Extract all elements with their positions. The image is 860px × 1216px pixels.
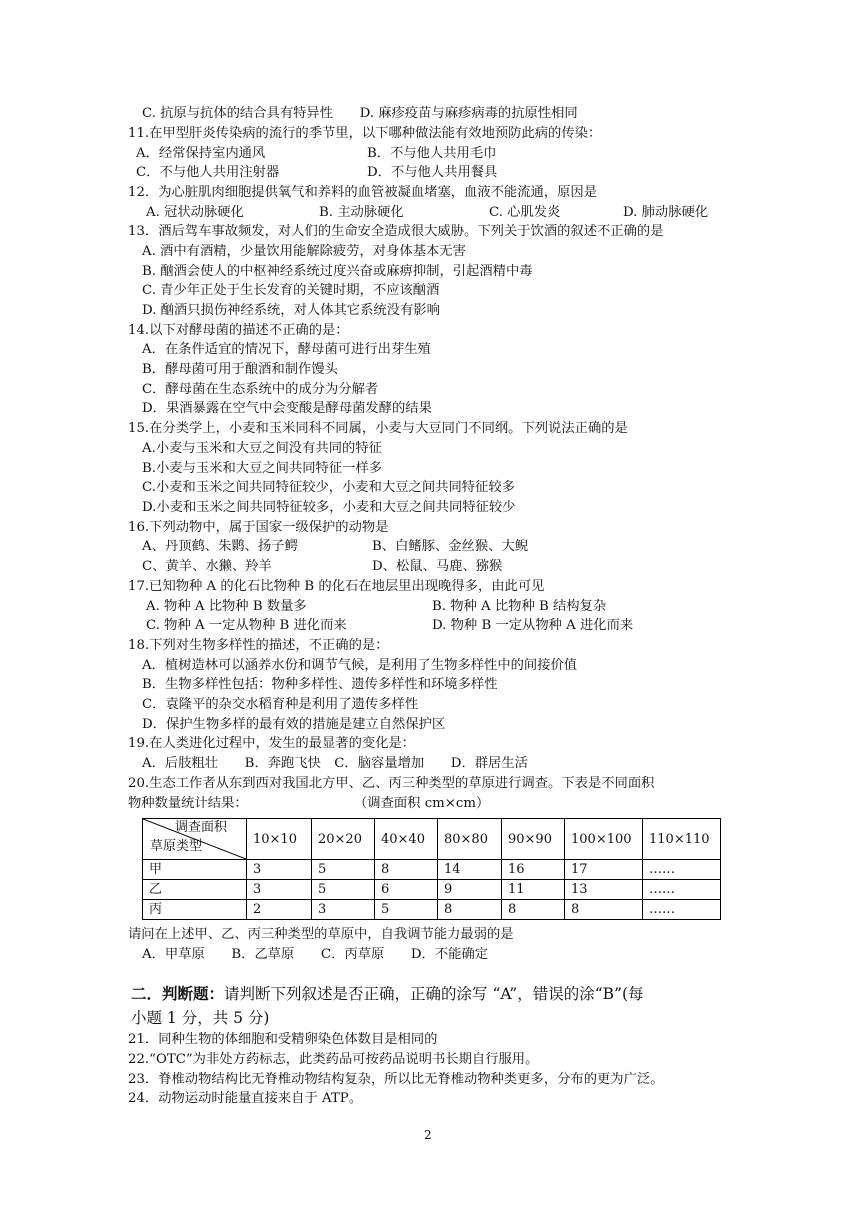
table-cell: 14 — [438, 860, 502, 880]
table-cell: 9 — [438, 880, 502, 900]
q12-option-a: A. 冠状动脉硬化 — [146, 205, 244, 220]
table-cell: …… — [643, 880, 721, 900]
q15-option-d: D.小麦和玉米之间共同特征较多，小麦和大豆之间共同特征较少 — [142, 500, 516, 515]
q12-option-c: C. 心肌发炎 — [489, 205, 561, 220]
q13-stem: 13．酒后驾车事故频发，对人们的生命安全造成很大威胁。下列关于饮酒的叙述不正确的是 — [128, 224, 664, 239]
table-cell: 5 — [312, 880, 375, 900]
table-cell: 3 — [247, 880, 312, 900]
q13-option-d: D. 酗酒只损伤神经系统，对人体其它系统没有影响 — [142, 303, 440, 318]
q20-area-unit: （调查面积 cm×cm） — [354, 796, 490, 811]
table-cell: 11 — [502, 880, 565, 900]
corner-label-type: 草原类型 — [150, 839, 203, 854]
section2-heading-line1 — [131, 983, 644, 1005]
row-label: 甲 — [143, 860, 247, 880]
q12-option-b: B. 主动脉硬化 — [319, 205, 404, 220]
q13-option-b: B. 酗酒会使人的中枢神经系统过度兴奋或麻痹抑制，引起酒精中毒 — [142, 264, 533, 279]
header-cell: 110×110 — [643, 819, 721, 860]
q18-option-d: D．保护生物多样的最有效的措施是建立自然保护区 — [142, 717, 446, 732]
q17-option-c: C. 物种 A 一定从物种 B 进化而来 — [146, 618, 347, 633]
table-cell: 16 — [502, 860, 565, 880]
q14-option-c: C．酵母菌在生态系统中的成分为分解者 — [142, 382, 379, 397]
q16-option-b: B、白鳍豚、金丝猴、大鲵 — [372, 539, 529, 554]
q20-stem-cont: 物种数量统计结果： — [128, 796, 248, 811]
q23-statement: 23．脊椎动物结构比无脊椎动物结构复杂，所以比无脊椎动物种类更多，分布的更为广泛。 — [128, 1072, 664, 1087]
header-cell: 20×20 — [312, 819, 375, 860]
table-cell: …… — [643, 900, 721, 920]
q12-option-d: D. 肺动脉硬化 — [623, 205, 709, 220]
q20-question: 请问在上述甲、乙、丙三种类型的草原中，自我调节能力最弱的是 — [128, 927, 514, 942]
table-cell: 5 — [312, 860, 375, 880]
survey-table — [142, 818, 721, 920]
q11-option-d: D．不与他人共用餐具 — [367, 165, 498, 180]
table-cell: 8 — [502, 900, 565, 920]
q14-option-a: A．在条件适宜的情况下，酵母菌可进行出芽生殖 — [142, 342, 431, 357]
table-cell: 17 — [565, 860, 643, 880]
q11-option-a: A．经常保持室内通风 — [136, 146, 266, 161]
header-cell: 100×100 — [565, 819, 643, 860]
table-cell: 3 — [247, 860, 312, 880]
q16-option-a: A、丹顶鹤、朱鹮、扬子鳄 — [142, 539, 298, 554]
section2-instructions: 请判断下列叙述是否正确，正确的涂写 “A”，错误的涂“B”(每 — [224, 985, 644, 1003]
q11-stem: 11.在甲型肝炎传染病的流行的季节里，以下哪种做法能有效地预防此病的传染： — [128, 126, 602, 141]
header-cell: 40×40 — [375, 819, 438, 860]
table-cell: 8 — [565, 900, 643, 920]
q12-stem: 12．为心脏肌肉细胞提供氧气和养料的血管被凝血堵塞，血液不能流通，原因是 — [128, 185, 598, 200]
q19-options: A．后肢粗壮 B．奔跑飞快 C．脑容量增加 D．群居生活 — [142, 756, 528, 771]
table-cell: 13 — [565, 880, 643, 900]
row-label: 丙 — [143, 900, 247, 920]
corner-label-area: 调查面积 — [175, 820, 228, 835]
q14-option-d: D．果酒暴露在空气中会变酸是酵母菌发酵的结果 — [142, 401, 432, 416]
header-cell: 90×90 — [502, 819, 565, 860]
row-label: 乙 — [143, 880, 247, 900]
section2-title: 二．判断题： — [131, 984, 225, 1003]
q14-stem: 14.以下对酵母菌的描述不正确的是： — [128, 323, 349, 338]
header-cell: 80×80 — [438, 819, 502, 860]
table-cell: 3 — [312, 900, 375, 920]
q15-stem: 15.在分类学上，小麦和玉米同科不同属，小麦与大豆同门不同纲。下列说法正确的是 — [128, 421, 628, 436]
table-cell: …… — [643, 860, 721, 880]
q15-option-a: A.小麦与玉米和大豆之间没有共同的特征 — [142, 441, 382, 456]
table-row — [143, 900, 721, 920]
q11-option-c: C．不与他人共用注射器 — [136, 165, 280, 180]
q22-statement: 22.“OTC”为非处方药标志，此类药品可按药品说明书长期自行服用。 — [128, 1052, 539, 1067]
q13-option-c: C. 青少年正处于生长发育的关键时期，不应该酗酒 — [142, 283, 440, 298]
page-number: 2 — [424, 1128, 432, 1142]
table-cell: 5 — [375, 900, 438, 920]
q17-option-a: A. 物种 A 比物种 B 数量多 — [146, 599, 307, 614]
q17-option-d: D. 物种 B 一定从物种 A 进化而来 — [432, 618, 634, 633]
table-cell: 6 — [375, 880, 438, 900]
q16-stem: 16.下列动物中，属于国家一级保护的动物是 — [128, 520, 389, 535]
q17-stem: 17.已知物种 A 的化石比物种 B 的化石在地层里出现晚得多，由此可见 — [128, 579, 545, 594]
q17-option-b: B. 物种 A 比物种 B 结构复杂 — [432, 599, 607, 614]
q18-option-c: C．袁隆平的杂交水稻育种是利用了遗传多样性 — [142, 697, 419, 712]
q20-options: A．甲草原 B．乙草原 C．丙草原 D．不能确定 — [142, 947, 489, 962]
q21-statement: 21．同种生物的体细胞和受精卵染色体数目是相同的 — [128, 1032, 438, 1047]
q15-option-b: B.小麦与玉米和大豆之间共同特征一样多 — [142, 461, 383, 476]
q14-option-b: B．酵母菌可用于酿酒和制作馒头 — [142, 362, 338, 377]
q16-option-c: C、黄羊、水獭、羚羊 — [142, 559, 272, 574]
q13-option-a: A. 酒中有酒精，少量饮用能解除疲劳，对身体基本无害 — [142, 244, 466, 259]
header-cell: 10×10 — [247, 819, 312, 860]
table-corner-cell — [143, 819, 247, 860]
table-header-row — [143, 819, 721, 860]
q11-option-b: B．不与他人共用毛巾 — [367, 146, 497, 161]
table-cell: 2 — [247, 900, 312, 920]
q18-stem: 18.下列对生物多样性的描述，不正确的是： — [128, 638, 389, 653]
q18-option-b: B．生物多样性包括：物种多样性、遗传多样性和环境多样性 — [142, 677, 498, 692]
q24-statement: 24．动物运动时能量直接来自于 ATP。 — [128, 1091, 362, 1106]
table-cell: 8 — [375, 860, 438, 880]
q20-stem: 20.生态工作者从东到西对我国北方甲、乙、丙三种类型的草原进行调查。下表是不同面积 — [128, 776, 655, 791]
q16-option-d: D、松鼠、马鹿、猕猴 — [372, 559, 503, 574]
q10-options-cd: C. 抗原与抗体的结合具有特异性 D. 麻疹疫苗与麻疹病毒的抗原性相同 — [142, 106, 578, 121]
section2-heading-line2: 小题 1 分，共 5 分) — [131, 1009, 270, 1027]
table-row — [143, 860, 721, 880]
table-cell: 8 — [438, 900, 502, 920]
q18-option-a: A．植树造林可以涵养水份和调节气候，是利用了生物多样性中的间接价值 — [142, 658, 578, 673]
q15-option-c: C.小麦和玉米之间共同特征较少，小麦和大豆之间共同特征较多 — [142, 480, 515, 495]
q19-stem: 19.在人类进化过程中，发生的最显著的变化是： — [128, 736, 416, 751]
table-row — [143, 880, 721, 900]
